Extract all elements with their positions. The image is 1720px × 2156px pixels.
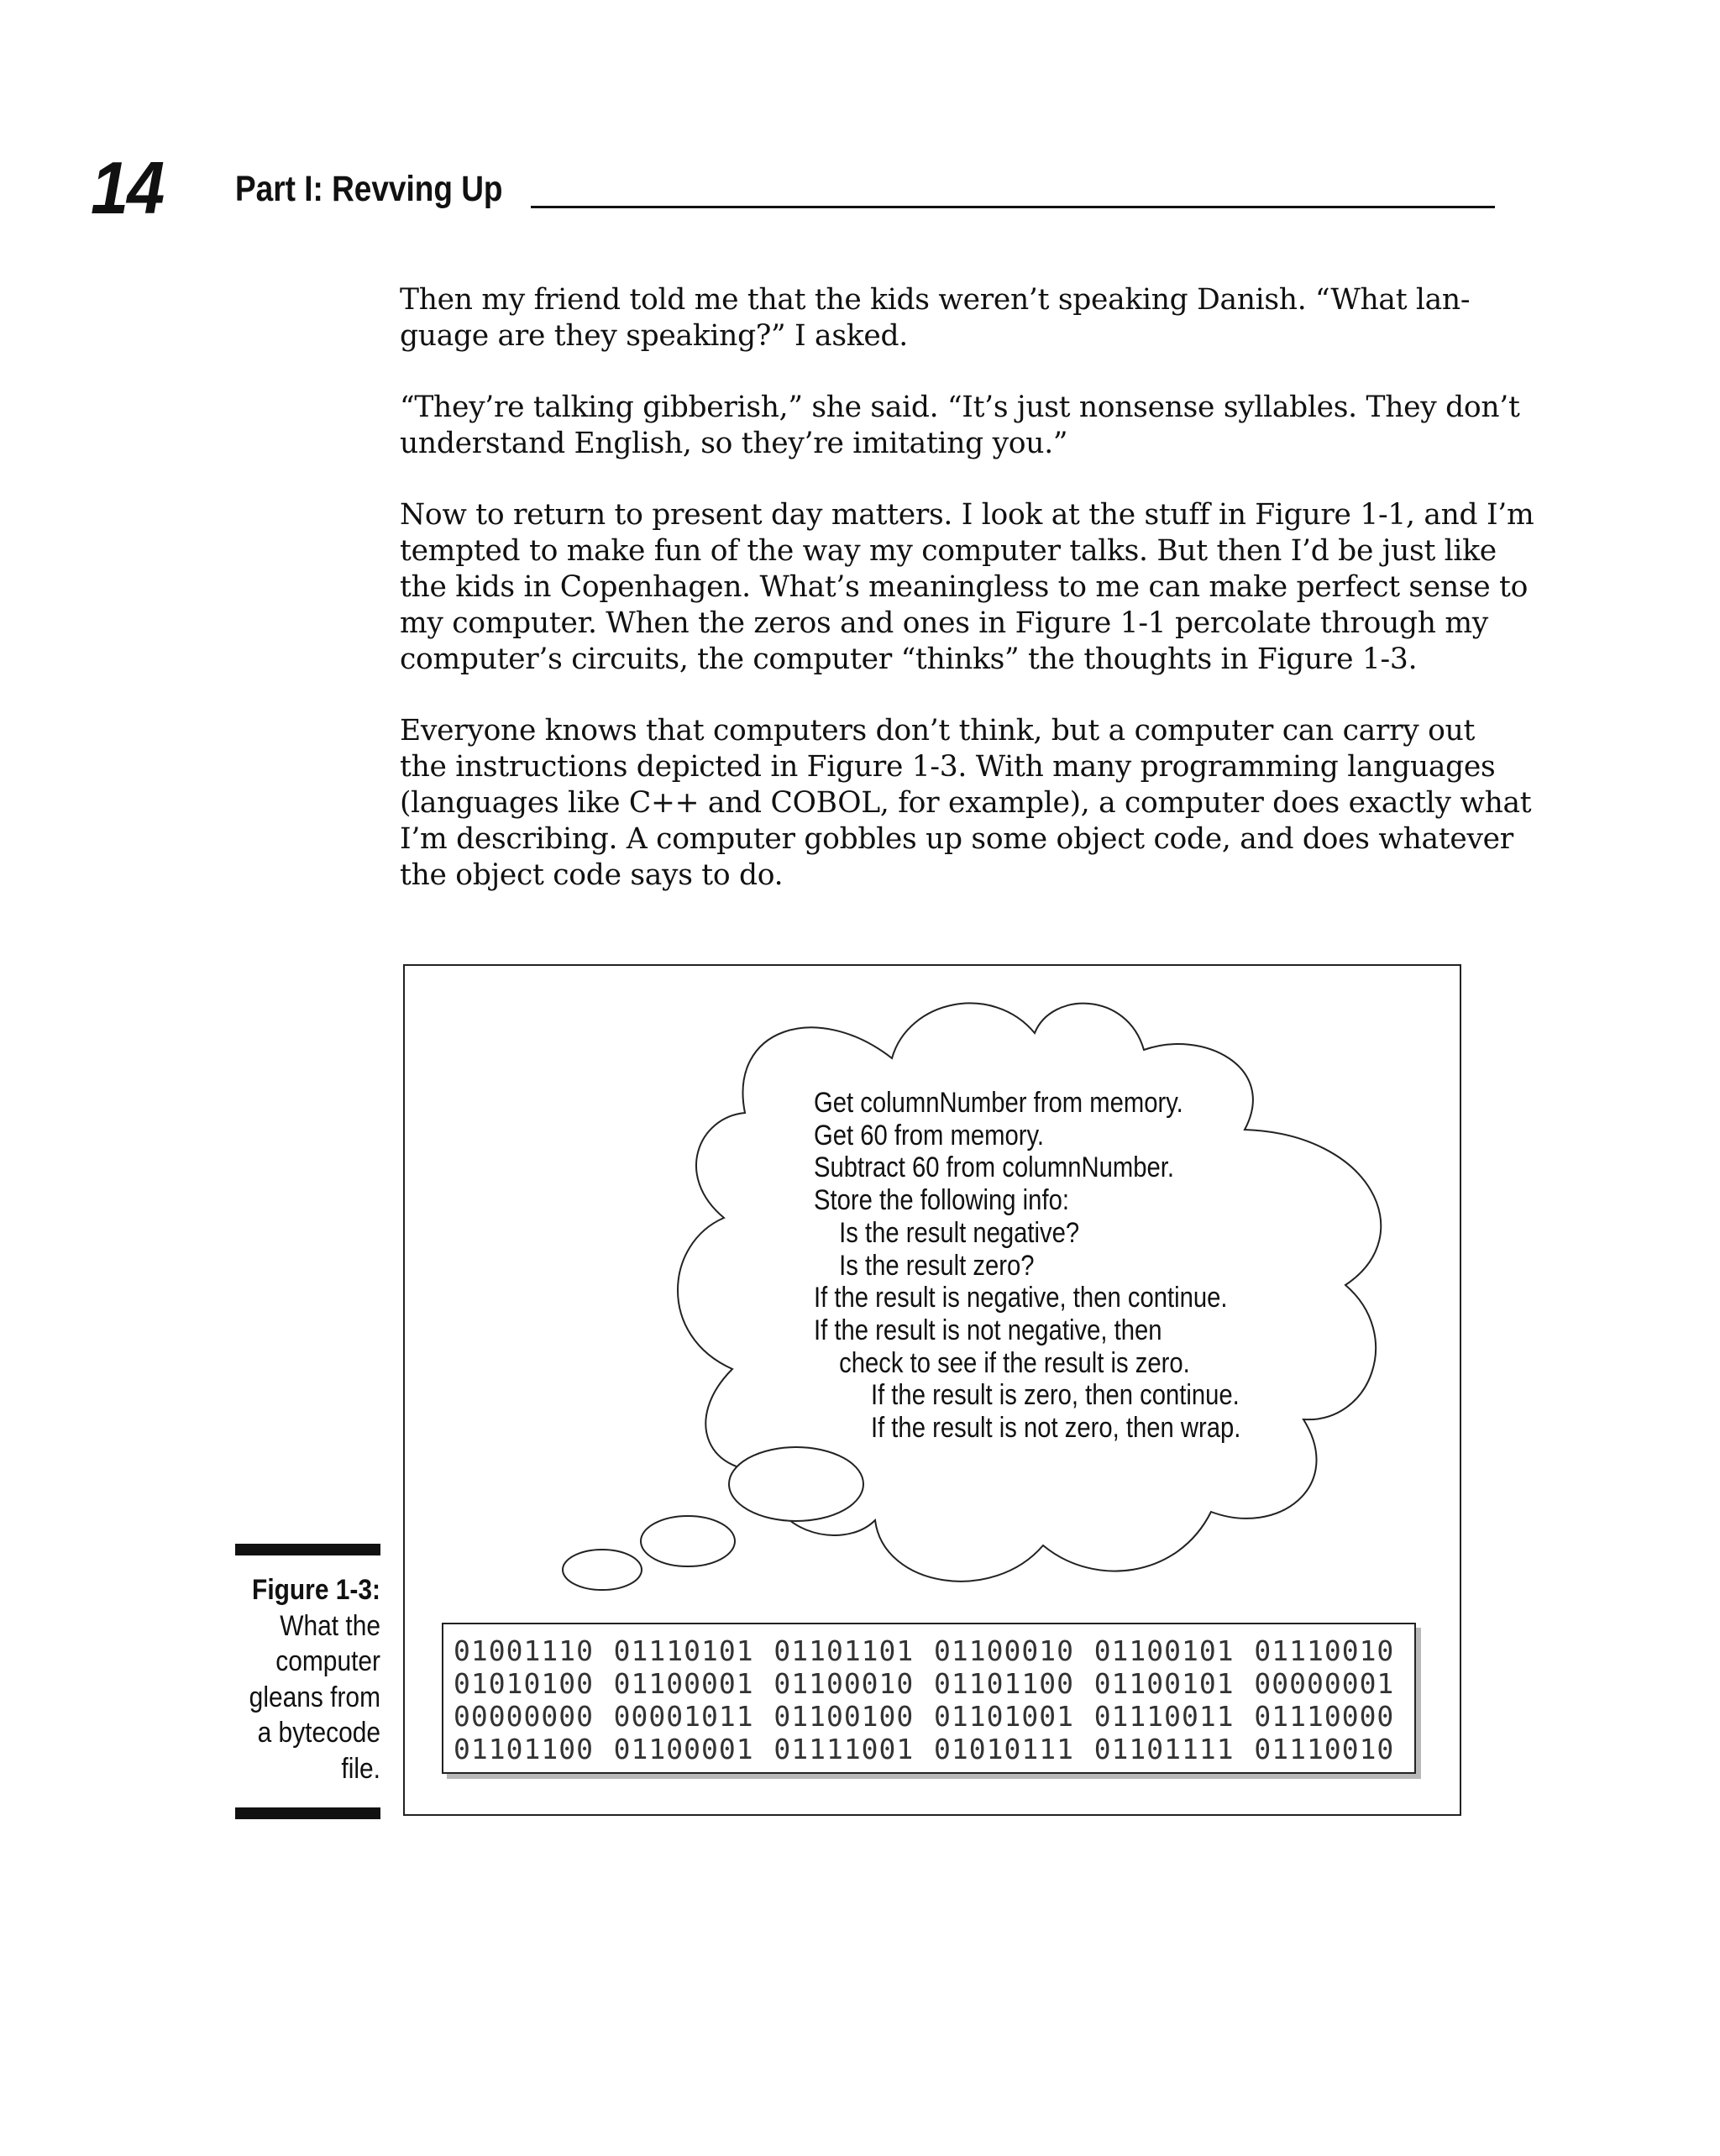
paragraph [400, 390, 1520, 462]
thought-line: Subtract 60 from columnNumber. [814, 1151, 1175, 1184]
byte: 01101100 [454, 1733, 594, 1765]
caption-line: computer [275, 1645, 380, 1677]
byte: 01110101 [613, 1634, 754, 1667]
byte: 01110000 [1254, 1700, 1395, 1733]
byte: 01101111 [1093, 1733, 1235, 1765]
thought-line: If the result is not negative, then [814, 1314, 1162, 1346]
text-line: the instructions depicted in Figure 1-3. With many programming languages [400, 750, 1496, 784]
thought-line: If the result is not zero, then wrap. [870, 1412, 1241, 1445]
bytecode-row [454, 1667, 1414, 1700]
thought-line: If the result is zero, then continue. [870, 1379, 1240, 1412]
paragraph [400, 713, 1532, 894]
byte: 01100001 [613, 1667, 754, 1700]
figure-caption [198, 1572, 380, 1786]
thought-text [814, 1087, 1240, 1445]
thought-line: Store the following info: [814, 1184, 1069, 1217]
byte: 01110010 [1254, 1733, 1395, 1765]
caption-label: Figure 1-3: [252, 1574, 380, 1606]
byte: 00000000 [454, 1700, 594, 1733]
bytecode-row [454, 1634, 1414, 1667]
body-text [400, 282, 1534, 929]
text-line: guage are they speaking?” I asked. [400, 319, 908, 353]
byte: 01001110 [454, 1634, 594, 1667]
bytecode-box [442, 1623, 1416, 1774]
byte: 00000001 [1254, 1667, 1395, 1700]
thought-line: If the result is negative, then continue. [814, 1282, 1228, 1314]
header-rule [531, 206, 1495, 208]
text-line: Everyone knows that computers don’t think, but a computer can carry out [400, 714, 1476, 748]
caption-line: gleans from [249, 1681, 380, 1713]
figure-1-3 [403, 964, 1461, 1816]
caption-line: What the [280, 1609, 380, 1642]
thought-line: Get columnNumber from memory. [814, 1087, 1183, 1119]
thought-line: check to see if the result is zero. [839, 1346, 1190, 1379]
bytecode-row [454, 1733, 1414, 1765]
byte: 01101101 [773, 1634, 915, 1667]
page-number: 14 [91, 146, 164, 229]
text-line: the object code says to do. [400, 858, 784, 892]
byte: 01100100 [773, 1700, 915, 1733]
text-line: (languages like C++ and COBOL, for example), a computer does exactly what [400, 786, 1532, 820]
caption-rule-bottom [235, 1807, 380, 1819]
byte: 00001011 [613, 1700, 754, 1733]
bytecode-row [454, 1700, 1414, 1733]
paragraph [400, 282, 1492, 354]
byte: 01111001 [773, 1733, 915, 1765]
text-line: Now to return to present day matters. I look at the stuff in Figure 1-1, and I’m [400, 498, 1534, 532]
byte: 01100101 [1093, 1667, 1235, 1700]
text-line: Then my friend told me that the kids weren’t speaking Danish. “What lan- [400, 283, 1471, 317]
caption-line: a bytecode [257, 1717, 380, 1749]
thought-bubble-large [729, 1447, 863, 1521]
thought-line: Is the result zero? [839, 1249, 1035, 1282]
byte: 01100010 [934, 1634, 1074, 1667]
text-line: my computer. When the zeros and ones in Figure 1-1 percolate through my [400, 606, 1488, 640]
running-head: Part I: Revving Up [235, 169, 503, 209]
paragraph [400, 497, 1534, 678]
byte: 01101001 [934, 1700, 1074, 1733]
text-line: computer’s circuits, the computer “thinks” the thoughts in Figure 1-3. [400, 643, 1418, 676]
byte: 01100010 [773, 1667, 915, 1700]
text-line: “They’re talking gibberish,” she said. “It’s just nonsense syllables. They don’t [400, 391, 1520, 424]
text-line: I’m describing. A computer gobbles up some object code, and does whatever [400, 822, 1513, 856]
byte: 01110011 [1093, 1700, 1235, 1733]
text-line: tempted to make fun of the way my computer talks. But then I’d be just like [400, 534, 1497, 568]
byte: 01101100 [934, 1667, 1074, 1700]
caption-line: file. [341, 1752, 380, 1785]
caption-rule-top [235, 1544, 380, 1555]
thought-bubble-medium [641, 1516, 735, 1566]
text-line: the kids in Copenhagen. What’s meaningless to me can make perfect sense to [400, 570, 1529, 604]
byte: 01100101 [1093, 1634, 1235, 1667]
byte: 01010111 [934, 1733, 1074, 1765]
byte: 01100001 [613, 1733, 754, 1765]
text-line: understand English, so they’re imitating you.” [400, 427, 1068, 460]
byte: 01110010 [1254, 1634, 1395, 1667]
thought-line: Is the result negative? [839, 1216, 1080, 1249]
thought-line: Get 60 from memory. [814, 1119, 1045, 1151]
thought-bubble-small [563, 1550, 642, 1590]
byte: 01010100 [454, 1667, 594, 1700]
